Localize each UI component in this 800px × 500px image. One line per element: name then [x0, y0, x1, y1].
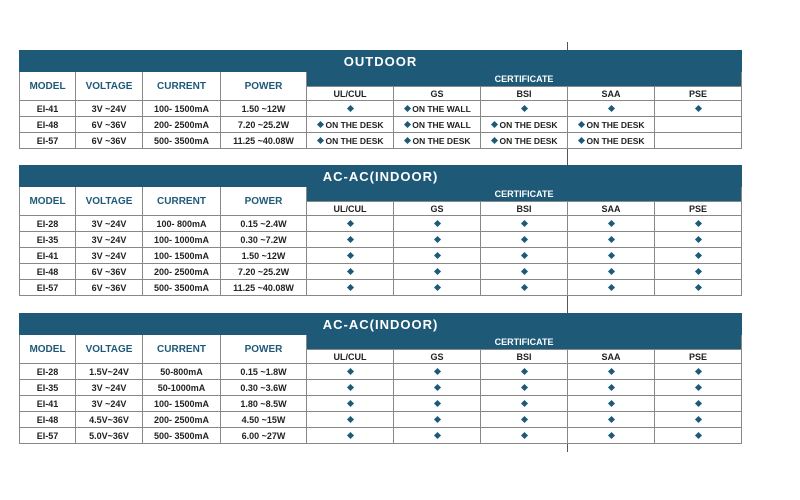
- cell-cert: [394, 396, 481, 412]
- cell-cert: [481, 380, 568, 396]
- cell-cert: [568, 280, 655, 296]
- cell-cert: [307, 280, 394, 296]
- cell-model: EI-35: [20, 380, 76, 396]
- cell-power: 11.25 ~40.08W: [221, 133, 307, 149]
- cell-model: EI-48: [20, 412, 76, 428]
- cert-note: ON THE DESK: [499, 119, 558, 130]
- table-row: [20, 133, 742, 149]
- cell-cert: [307, 380, 394, 396]
- cell-power: 1.50 ~12W: [221, 101, 307, 117]
- diamond-bullet-icon: [607, 104, 614, 111]
- cell-voltage: 4.5V~36V: [76, 412, 143, 428]
- header-power: POWER: [221, 72, 307, 101]
- diamond-bullet-icon: [520, 383, 527, 390]
- header-certificate: CERTIFICATE: [307, 187, 742, 202]
- cell-power: 0.15 ~2.4W: [221, 216, 307, 232]
- diamond-bullet-icon: [317, 136, 324, 143]
- diamond-bullet-icon: [346, 431, 353, 438]
- diamond-bullet-icon: [346, 399, 353, 406]
- diamond-bullet-icon: [433, 431, 440, 438]
- cert-note: ON THE DESK: [499, 135, 558, 146]
- cell-cert: [481, 412, 568, 428]
- diamond-bullet-icon: [433, 235, 440, 242]
- cell-cert: [307, 428, 394, 444]
- diamond-bullet-icon: [607, 235, 614, 242]
- cell-model: EI-28: [20, 364, 76, 380]
- cell-model: EI-57: [20, 428, 76, 444]
- cell-power: 0.15 ~1.8W: [221, 364, 307, 380]
- cell-power: 0.30 ~3.6W: [221, 380, 307, 396]
- cell-cert: [307, 396, 394, 412]
- cell-cert: [394, 133, 481, 149]
- cell-current: 100- 1500mA: [143, 101, 221, 117]
- cell-cert: [307, 216, 394, 232]
- cert-column-header: BSI: [481, 87, 568, 101]
- diamond-bullet-icon: [346, 415, 353, 422]
- spec-table-3: [19, 313, 742, 444]
- cell-model: EI-48: [20, 117, 76, 133]
- header-certificate: CERTIFICATE: [307, 72, 742, 87]
- cell-current: 500- 3500mA: [143, 428, 221, 444]
- cert-column-header: GS: [394, 202, 481, 216]
- cell-cert: [394, 232, 481, 248]
- diamond-bullet-icon: [695, 235, 702, 242]
- diamond-bullet-icon: [607, 251, 614, 258]
- cell-voltage: 6V ~36V: [76, 117, 143, 133]
- cell-cert: [568, 232, 655, 248]
- diamond-bullet-icon: [491, 120, 498, 127]
- table-row: [20, 232, 742, 248]
- cell-current: 100- 1000mA: [143, 232, 221, 248]
- cell-cert: [568, 264, 655, 280]
- cert-column-header: PSE: [655, 202, 742, 216]
- cell-current: 500- 3500mA: [143, 133, 221, 149]
- diamond-bullet-icon: [695, 399, 702, 406]
- cell-current: 500- 3500mA: [143, 280, 221, 296]
- cell-current: 200- 2500mA: [143, 412, 221, 428]
- cert-column-header: BSI: [481, 202, 568, 216]
- diamond-bullet-icon: [578, 136, 585, 143]
- cell-cert: [394, 101, 481, 117]
- cert-column-header: BSI: [481, 350, 568, 364]
- cell-cert: [568, 396, 655, 412]
- cell-power: 1.50 ~12W: [221, 248, 307, 264]
- cert-column-header: SAA: [568, 87, 655, 101]
- header-current: CURRENT: [143, 187, 221, 216]
- cell-cert: [307, 133, 394, 149]
- cell-cert: [481, 280, 568, 296]
- cell-cert: [394, 117, 481, 133]
- cell-cert: [481, 428, 568, 444]
- cell-voltage: 3V ~24V: [76, 396, 143, 412]
- cell-cert: [394, 216, 481, 232]
- cell-cert: [394, 428, 481, 444]
- diamond-bullet-icon: [520, 415, 527, 422]
- diamond-bullet-icon: [404, 104, 411, 111]
- diamond-bullet-icon: [433, 219, 440, 226]
- table-row: [20, 412, 742, 428]
- cell-cert: [307, 412, 394, 428]
- cell-cert: [307, 264, 394, 280]
- cell-cert: [568, 101, 655, 117]
- cert-note: ON THE DESK: [586, 135, 645, 146]
- cell-voltage: 5.0V~36V: [76, 428, 143, 444]
- cert-column-header: UL/CUL: [307, 87, 394, 101]
- header-current: CURRENT: [143, 335, 221, 364]
- diamond-bullet-icon: [520, 235, 527, 242]
- cell-power: 7.20 ~25.2W: [221, 117, 307, 133]
- spec-table-2: [19, 165, 742, 296]
- cell-power: 4.50 ~15W: [221, 412, 307, 428]
- diamond-bullet-icon: [520, 431, 527, 438]
- diamond-bullet-icon: [607, 399, 614, 406]
- cell-current: 100- 1500mA: [143, 248, 221, 264]
- cell-cert: [568, 133, 655, 149]
- header-voltage: VOLTAGE: [76, 187, 143, 216]
- cell-voltage: 6V ~36V: [76, 280, 143, 296]
- header-certificate: CERTIFICATE: [307, 335, 742, 350]
- cell-cert: [568, 380, 655, 396]
- table-row: [20, 280, 742, 296]
- cell-model: EI-41: [20, 101, 76, 117]
- header-model: MODEL: [20, 187, 76, 216]
- cell-cert: [481, 117, 568, 133]
- cell-current: 50-1000mA: [143, 380, 221, 396]
- cell-power: 7.20 ~25.2W: [221, 264, 307, 280]
- diamond-bullet-icon: [520, 104, 527, 111]
- table-title: AC-AC(INDOOR): [20, 314, 742, 335]
- cert-note: ON THE DESK: [586, 119, 645, 130]
- diamond-bullet-icon: [433, 251, 440, 258]
- diamond-bullet-icon: [520, 267, 527, 274]
- cell-cert: [655, 280, 742, 296]
- cell-cert: [568, 248, 655, 264]
- cell-voltage: 6V ~36V: [76, 133, 143, 149]
- cell-cert: [307, 117, 394, 133]
- cell-current: 100- 1500mA: [143, 396, 221, 412]
- table-row: [20, 428, 742, 444]
- cell-cert: [655, 232, 742, 248]
- cert-column-header: PSE: [655, 87, 742, 101]
- diamond-bullet-icon: [520, 251, 527, 258]
- header-power: POWER: [221, 335, 307, 364]
- diamond-bullet-icon: [433, 383, 440, 390]
- cell-cert: [655, 364, 742, 380]
- diamond-bullet-icon: [346, 104, 353, 111]
- diamond-bullet-icon: [520, 219, 527, 226]
- cert-note: ON THE WALL: [412, 119, 471, 130]
- cell-cert: [394, 280, 481, 296]
- cell-cert: [655, 380, 742, 396]
- header-power: POWER: [221, 187, 307, 216]
- diamond-bullet-icon: [695, 267, 702, 274]
- cell-cert: [568, 117, 655, 133]
- diamond-bullet-icon: [346, 383, 353, 390]
- diamond-bullet-icon: [433, 399, 440, 406]
- cell-voltage: 3V ~24V: [76, 248, 143, 264]
- cell-model: EI-35: [20, 232, 76, 248]
- diamond-bullet-icon: [695, 219, 702, 226]
- header-voltage: VOLTAGE: [76, 335, 143, 364]
- cell-cert: [481, 396, 568, 412]
- cell-current: 50-800mA: [143, 364, 221, 380]
- cert-column-header: GS: [394, 87, 481, 101]
- table-title: AC-AC(INDOOR): [20, 166, 742, 187]
- diamond-bullet-icon: [491, 136, 498, 143]
- cell-power: 1.80 ~8.5W: [221, 396, 307, 412]
- cell-voltage: 3V ~24V: [76, 232, 143, 248]
- cell-cert: [655, 248, 742, 264]
- cell-cert: [655, 117, 742, 133]
- cell-model: EI-57: [20, 133, 76, 149]
- cell-cert: [307, 364, 394, 380]
- cell-cert: [307, 248, 394, 264]
- cell-current: 100- 800mA: [143, 216, 221, 232]
- cell-cert: [655, 264, 742, 280]
- cell-cert: [481, 264, 568, 280]
- diamond-bullet-icon: [607, 267, 614, 274]
- cell-cert: [394, 248, 481, 264]
- cell-current: 200- 2500mA: [143, 264, 221, 280]
- cell-model: EI-57: [20, 280, 76, 296]
- table-row: [20, 364, 742, 380]
- cell-voltage: 3V ~24V: [76, 380, 143, 396]
- cert-note: ON THE DESK: [325, 119, 384, 130]
- table-row: [20, 117, 742, 133]
- cell-cert: [481, 364, 568, 380]
- cert-column-header: UL/CUL: [307, 350, 394, 364]
- cert-note: ON THE DESK: [412, 135, 471, 146]
- diamond-bullet-icon: [520, 367, 527, 374]
- cert-column-header: GS: [394, 350, 481, 364]
- diamond-bullet-icon: [346, 267, 353, 274]
- cert-note: ON THE DESK: [325, 135, 384, 146]
- cell-voltage: 6V ~36V: [76, 264, 143, 280]
- cert-column-header: PSE: [655, 350, 742, 364]
- cell-cert: [568, 216, 655, 232]
- cell-cert: [481, 232, 568, 248]
- cell-cert: [307, 232, 394, 248]
- diamond-bullet-icon: [433, 415, 440, 422]
- header-model: MODEL: [20, 72, 76, 101]
- cell-cert: [568, 412, 655, 428]
- diamond-bullet-icon: [607, 367, 614, 374]
- diamond-bullet-icon: [404, 120, 411, 127]
- cell-model: EI-41: [20, 396, 76, 412]
- table-row: [20, 380, 742, 396]
- cell-cert: [394, 364, 481, 380]
- header-voltage: VOLTAGE: [76, 72, 143, 101]
- diamond-bullet-icon: [607, 219, 614, 226]
- cell-cert: [568, 364, 655, 380]
- diamond-bullet-icon: [404, 136, 411, 143]
- cert-note: ON THE WALL: [412, 103, 471, 114]
- cell-model: EI-28: [20, 216, 76, 232]
- diamond-bullet-icon: [695, 367, 702, 374]
- diamond-bullet-icon: [346, 251, 353, 258]
- cert-column-header: UL/CUL: [307, 202, 394, 216]
- header-current: CURRENT: [143, 72, 221, 101]
- diamond-bullet-icon: [520, 283, 527, 290]
- cell-current: 200- 2500mA: [143, 117, 221, 133]
- cell-cert: [394, 380, 481, 396]
- diamond-bullet-icon: [695, 431, 702, 438]
- diamond-bullet-icon: [520, 399, 527, 406]
- cell-cert: [481, 101, 568, 117]
- diamond-bullet-icon: [578, 120, 585, 127]
- cell-cert: [655, 428, 742, 444]
- spec-table-1: [19, 50, 742, 149]
- diamond-bullet-icon: [346, 367, 353, 374]
- table-row: [20, 396, 742, 412]
- diamond-bullet-icon: [695, 383, 702, 390]
- cert-column-header: SAA: [568, 350, 655, 364]
- diamond-bullet-icon: [346, 283, 353, 290]
- diamond-bullet-icon: [607, 431, 614, 438]
- cell-cert: [481, 248, 568, 264]
- diamond-bullet-icon: [317, 120, 324, 127]
- diamond-bullet-icon: [695, 415, 702, 422]
- diamond-bullet-icon: [695, 251, 702, 258]
- cell-cert: [568, 428, 655, 444]
- cell-cert: [481, 216, 568, 232]
- cell-power: 0.30 ~7.2W: [221, 232, 307, 248]
- diamond-bullet-icon: [607, 283, 614, 290]
- cell-cert: [655, 396, 742, 412]
- cell-model: EI-41: [20, 248, 76, 264]
- table-row: [20, 101, 742, 117]
- diamond-bullet-icon: [433, 267, 440, 274]
- cell-cert: [481, 133, 568, 149]
- cell-cert: [655, 216, 742, 232]
- diamond-bullet-icon: [694, 104, 701, 111]
- table-row: [20, 216, 742, 232]
- header-model: MODEL: [20, 335, 76, 364]
- cell-cert: [394, 264, 481, 280]
- diamond-bullet-icon: [346, 219, 353, 226]
- cell-voltage: 3V ~24V: [76, 216, 143, 232]
- cell-power: 6.00 ~27W: [221, 428, 307, 444]
- cell-model: EI-48: [20, 264, 76, 280]
- cell-cert: [307, 101, 394, 117]
- cell-power: 11.25 ~40.08W: [221, 280, 307, 296]
- cell-cert: [655, 101, 742, 117]
- cell-cert: [394, 412, 481, 428]
- cert-column-header: SAA: [568, 202, 655, 216]
- cell-cert: [655, 133, 742, 149]
- diamond-bullet-icon: [433, 283, 440, 290]
- diamond-bullet-icon: [346, 235, 353, 242]
- table-title: OUTDOOR: [20, 51, 742, 72]
- diamond-bullet-icon: [433, 367, 440, 374]
- diamond-bullet-icon: [695, 283, 702, 290]
- diamond-bullet-icon: [607, 415, 614, 422]
- cell-cert: [655, 412, 742, 428]
- table-row: [20, 264, 742, 280]
- table-row: [20, 248, 742, 264]
- cell-voltage: 3V ~24V: [76, 101, 143, 117]
- diamond-bullet-icon: [607, 383, 614, 390]
- cell-voltage: 1.5V~24V: [76, 364, 143, 380]
